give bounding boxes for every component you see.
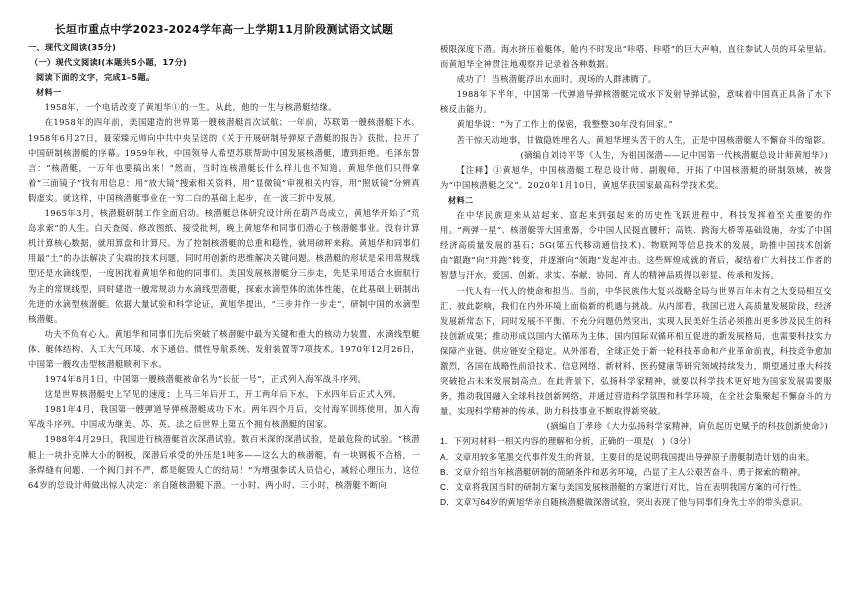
- paragraph: 黄旭华说：“为了工作上的保密，我整整30年没有回家。”: [456, 119, 674, 130]
- material-label: 材料一: [36, 87, 62, 98]
- paragraph: 极限深度下潜。海水挤压着艇体，舱内不时发出“咔嗒、咔嗒”的巨大声响，直往参试人员的耳朵里钻。而黄旭华全神贯注地观察并记录着各种数据。: [440, 44, 832, 70]
- option-c: C．文章将我国当时的研制方案与美国发展核潜艇的方案进行对比，旨在表明我国方案的可行性。: [440, 481, 807, 492]
- left-column: [28, 40, 420, 493]
- paragraph: 1974年8月1日，中国第一艘核潜艇被命名为“长征一号”，正式列入海军战斗序列。: [44, 374, 367, 385]
- question-stem: 1．下列对材料一相关内容的理解和分析，正确的一项是( )（3分）: [440, 436, 696, 447]
- paragraph: 1988年4月29日，我国进行核潜艇首次深潜试验。数百米深的深潜试验，是最危险的试验。“核潜艇上一块扑克牌大小的钢板，深潜后承受的外压是1吨多——这么大的核潜艇，有一块钢板不合格，一条焊缝有问题、一个阀门封不严，都是艇毁人亡的结局！”为增强参试人员信心，减轻心理压力，这位64岁的总设计师做出惊人决定：亲自随核潜艇下潜。一小时、两小时、三小时，核潜艇不断向: [28, 434, 420, 490]
- source-citation: (摘编自丁孝珍《大力弘扬科学家精神，肩负起历史赋予的科技创新使命》): [546, 421, 828, 432]
- paragraph: 成功了！当核潜艇浮出水面时，现场的人群沸腾了。: [456, 74, 657, 85]
- paragraph: 1981年4月，我国第一艘弹道导弹核潜艇成功下水。两年四个月后，交付海军训练使用，加入海军战斗序列。中国成为继美、苏、英、法之后世界上第五个拥有核潜艇的国家。: [28, 404, 420, 430]
- subsection-heading: （一）现代文阅读I(本题共5小题，17分): [30, 57, 188, 68]
- option-b: B．文章介绍当年核潜艇研制的简陋条件和恶劣环境，凸显了主人公艰苦奋斗、勇于探索的精神。: [440, 466, 806, 477]
- paragraph: 功夫不负有心人。黄旭华和同事们先后突破了核潜艇中最为关键和重大的核动力装置、水滴线型艇体、艇体结构、人工大气环境、水下通信、惯性导航系统、发射装置等7项技术。1970年12月26日，中国第一艘攻击型核潜艇顺利下水。: [28, 328, 420, 369]
- paragraph: 1958年，一个电话改变了黄旭华①的一生。从此，他的一生与核潜艇结缘。: [44, 102, 337, 113]
- paragraph: 1988年下半年，中国第一代弹道导弹核潜艇完成水下发射导弹试验，意味着中国真正具备了水下核反击能力。: [440, 89, 832, 115]
- paragraph: 一代人有一代人的使命和担当。当前，中华民族伟大复兴战略全局与世界百年未有之大变局相互交汇、彼此影响，我们在内外环境上面临新的机遇与挑战。从内部看，我国已进入高质量发展阶段，经济发展新常态下，同时发展不平衡、不充分问题仍然突出，实现人民美好生活必须推出更多涉及民生的科技创新成果；推动形成以国内大循环为主体、国内国际双循环相互促进的新发展格局，也需要科技实力保障产业链、供应链安全稳定。从外部看，全球正处于新一轮科技革命和产业革命前夜，科技竞争愈加激烈，各国在战略性前沿技术、信息网络、新材料、医药健康等研究领域持续发力，期望通过重大科技突破抢占未来发展制高点。在此背景下，弘扬科学家精神，就要以科学技术更好地为国家发展需要服务，推动我国融入全球科技创新网络，并通过营造科学氛围和科学环境，在全社会集聚起不懈奋斗的力量，实现科学精神的传承、助力科技事业不断取得新突破。: [440, 285, 832, 417]
- paragraph: 在中华民族迎来从站起来、富起来到强起来的历史性飞跃进程中，科技发挥着至关重要的作用。“两弹一星”、核潜艇等大国重器，令中国人民挺直腰杆；高铁、跨海大桥等基础设施，夯实了中国经济高质量发展的基石；5G(第五代移动通信技术)、物联网等信息技术的发展，助推中国技术创新由“跟跑”向“并跑”转变，并逐渐向“领跑”发起冲击。这些辉煌成就的背后，凝结着广大科技工作者的智慧与汗水，爱国、创新、求实、奉献、协同、育人的精神品质得以彰显、传承和发扬。: [440, 210, 832, 281]
- paragraph: 1965年3月，核潜艇研制工作全面启动。核潜艇总体研究设计所在葫芦岛成立，黄旭华开始了“荒岛求索”的人生。白天查阅、修改图纸、接受批判，晚上黄旭华和同事们潜心于核潜艇事业。没有计算机计算核心数据，就用算盘和计算尺。为了控制核潜艇的总重和稳性，就用磅秤来称。黄旭华和同事们用最“土”的办法解决了尖端的技术问题，同时用创新的思维解决关键问题。核潜艇的形状是采用常规线型还是水滴线型，一度困扰着黄旭华和他的同事们。美国发展核潜艇分三步走，先是采用适合水面航行为主的常规线型，同时建造一艘常规动力水滴线型潜艇，探索水滴型体的流体性能，在此基础上研制出先进的水滴型核潜艇。依据大量试验和科学论证，黄旭华提出，“三步并作一步走”，研制中国的水滴型核潜艇。: [28, 208, 420, 324]
- task-instruction: 阅读下面的文字，完成1–5题。: [36, 72, 155, 83]
- page-title: 长垣市重点中学2023-2024学年高一上学期11月阶段测试语文试题: [54, 23, 394, 36]
- right-column: [440, 42, 832, 510]
- paragraph: 这是世界核潜艇史上罕见的速度：上马三年后开工，开工两年后下水，下水四年后正式入列。: [44, 389, 402, 400]
- section-heading: 一、现代文阅读(35分): [28, 42, 117, 52]
- material-label: 材料二: [448, 194, 474, 205]
- paragraph: 苦干惊天动地事，甘做隐姓埋名人。黄旭华埋头苦干的人生，正是中国核潜艇人不懈奋斗的缩影。: [456, 134, 831, 145]
- option-a: A．文章用较多笔墨交代事件发生的背景，主要目的是说明我国提出导弹原子潜艇制造计划的由来。: [440, 451, 815, 462]
- option-d: D．文章写64岁的黄旭华亲自随核潜艇做深潜试验，突出表现了他与同事们身先士卒的带头意识。: [440, 496, 808, 507]
- footnote: 【注释】①黄旭华，中国核潜艇工程总设计师、副舰师，开拓了中国核潜艇的研制领域，被誉为“中国核潜艇之父”。2020年1月10日，黄旭华获国家最高科学技术奖。: [440, 164, 832, 190]
- source-citation: (摘编自刘诗平等《人生，为祖国深潜——记中国第一代核潜艇总设计师黄旭华》): [520, 149, 828, 160]
- paragraph: 在1958年的四年前，美国建造的世界第一艘核潜艇首次试航；一年前，苏联第一艘核潜艇下水。1958年6月27日，聂荣臻元帅向中共中央呈送的《关于开展研制导弹原子潜艇的报告》获批，拉开了中国研制核潜艇的序幕。1959年秋，中国领导人希望苏联帮助中国发展核潜艇，遭到拒绝。毛泽东誓言：“核潜艇，一万年也要搞出来！”然而，当时连核潜艇长什么样儿也不知道。黄旭华他们只得拿着“三面镜子”找有用信息：用“放大镜”搜索相关资料，用“显微镜”审视相关内容，用“照妖镜”分辨真假虚实。就这样，中国核潜艇事业在一穷二白的基础上起步，在一波三折中发展。: [28, 117, 420, 203]
